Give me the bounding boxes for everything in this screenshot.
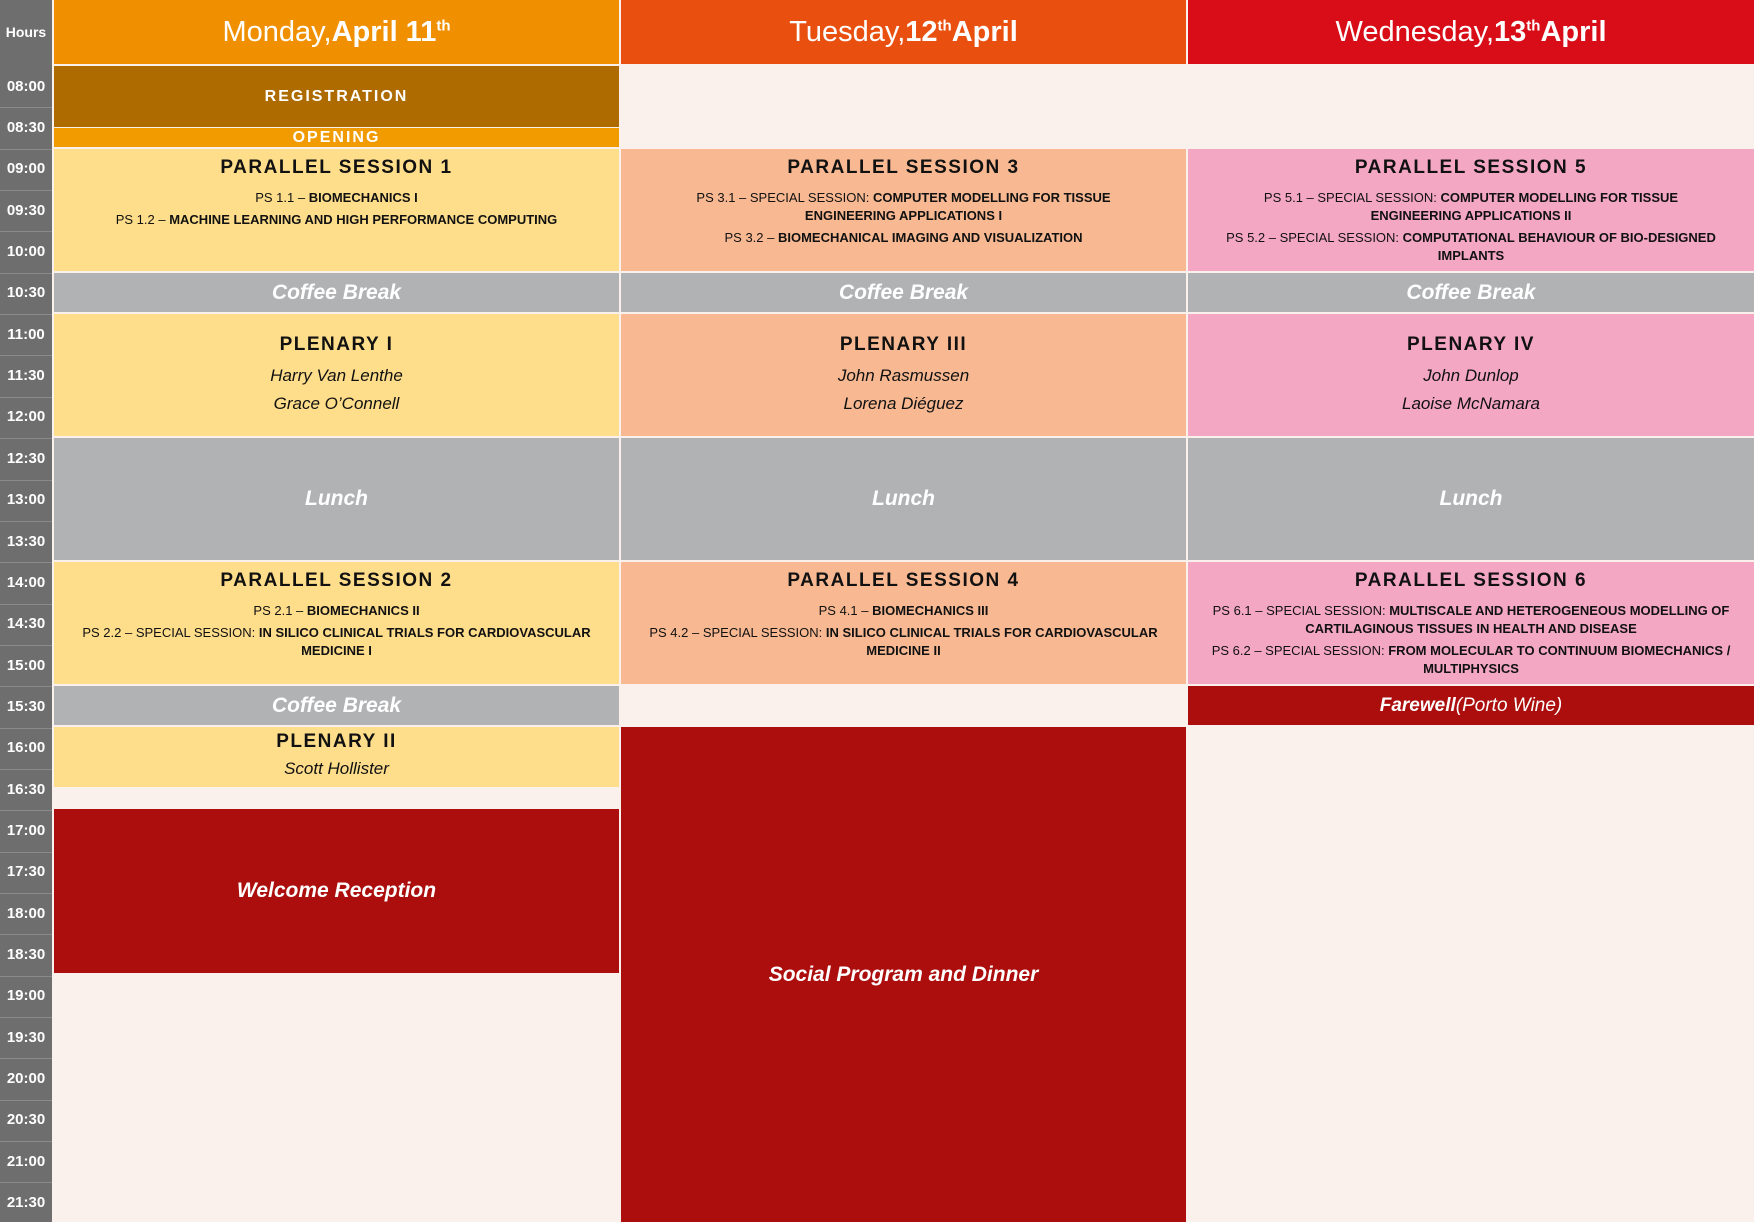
parallel-session-6 [1188, 562, 1754, 684]
hour-label: 17:00 [6, 821, 46, 839]
hour-separator [0, 562, 52, 563]
hour-separator [0, 976, 52, 977]
hour-label: 12:00 [6, 408, 46, 426]
parallel-session-1 [54, 149, 619, 271]
plenary2-speaker-1: Scott Hollister [284, 759, 389, 778]
day-header-monday [54, 0, 619, 64]
hour-label: 21:00 [6, 1152, 46, 1170]
welcome-reception [54, 809, 619, 973]
registration-block [54, 66, 619, 127]
plenary-4 [1188, 314, 1754, 436]
hour-separator [0, 1100, 52, 1101]
hour-separator [0, 1017, 52, 1018]
hour-label: 16:30 [6, 780, 46, 798]
farewell-label: Farewell [1379, 694, 1456, 716]
wednesday-sup: th [1526, 16, 1541, 34]
monday-prefix: Monday, [222, 15, 332, 48]
ps2-2-line: PS 2.2 – SPECIAL SESSION: IN SILICO CLINICAL TRIALS FOR CARDIOVASCULAR MEDICINE I [82, 625, 591, 658]
hour-label: 20:00 [6, 1070, 46, 1088]
hour-separator [0, 521, 52, 522]
ps3-title: PARALLEL SESSION 3 [787, 157, 1020, 178]
plenary1-speaker-1: Harry Van Lenthe [270, 366, 403, 385]
monday-lunch [54, 438, 619, 560]
hour-separator [0, 107, 52, 108]
hour-label: 08:30 [6, 119, 46, 137]
ps6-title: PARALLEL SESSION 6 [1354, 570, 1588, 591]
hour-label: 18:00 [6, 904, 46, 922]
hour-separator [0, 645, 52, 646]
hour-label: 14:00 [6, 573, 46, 591]
hour-separator [0, 810, 52, 811]
hour-label: 21:30 [6, 1194, 46, 1212]
hour-label: 14:30 [6, 615, 46, 633]
plenary3-speaker-2: Lorena Diéguez [843, 394, 964, 413]
parallel-session-2 [54, 562, 619, 684]
ps6-1-line: PS 6.1 – SPECIAL SESSION: MULTISCALE AND HETEROGENEOUS MODELLING OF CARTILAGINOUS TISSUES IN HEALTH AND DISEASE [1212, 603, 1730, 636]
hour-separator [0, 893, 52, 894]
wednesday-coffee-break [1188, 273, 1754, 312]
wednesday-prefix: Wednesday, [1335, 15, 1495, 48]
hour-separator [0, 852, 52, 853]
lunch-label: Lunch [872, 487, 935, 510]
hour-label: 12:30 [6, 449, 46, 467]
hour-separator [0, 273, 52, 274]
hour-label: 09:30 [6, 201, 46, 219]
plenary4-speaker-1: John Dunlop [1423, 366, 1519, 385]
hour-separator [0, 314, 52, 315]
ps5-2-line: PS 5.2 – SPECIAL SESSION: COMPUTATIONAL BEHAVIOUR OF BIO-DESIGNED IMPLANTS [1226, 230, 1716, 263]
hour-separator [0, 231, 52, 232]
hour-separator [0, 480, 52, 481]
wednesday-lunch [1188, 438, 1754, 560]
ps5-title: PARALLEL SESSION 5 [1354, 157, 1588, 178]
hour-label: 15:00 [6, 656, 46, 674]
ps5-1-line: PS 5.1 – SPECIAL SESSION: COMPUTER MODELLING FOR TISSUE ENGINEERING APPLICATIONS II [1263, 190, 1679, 223]
hours-header-label: Hours [5, 24, 47, 40]
hour-label: 11:30 [7, 367, 45, 385]
monday-coffee-break-1 [54, 273, 619, 312]
tuesday-coffee-break [621, 273, 1186, 312]
hour-separator [0, 934, 52, 935]
hour-separator [0, 728, 52, 729]
ps3-1-line: PS 3.1 – SPECIAL SESSION: COMPUTER MODELLING FOR TISSUE ENGINEERING APPLICATIONS I [696, 190, 1111, 223]
coffee-break-label: Coffee Break [1406, 280, 1536, 304]
tuesday-sup: th [937, 16, 952, 34]
ps1-title: PARALLEL SESSION 1 [220, 157, 453, 178]
plenary2-title: PLENARY II [276, 731, 397, 752]
hour-separator [0, 604, 52, 605]
hour-label: 09:00 [6, 160, 46, 178]
ps4-1-line: PS 4.1 – BIOMECHANICS III [818, 603, 989, 618]
social-program-label: Social Program and Dinner [768, 962, 1039, 986]
ps2-1-line: PS 2.1 – BIOMECHANICS II [253, 603, 420, 618]
day-header-wednesday [1188, 0, 1754, 64]
parallel-session-3 [621, 149, 1186, 271]
lunch-label: Lunch [1439, 487, 1503, 510]
day-header-tuesday [621, 0, 1186, 64]
hour-label: 15:30 [6, 697, 46, 715]
hour-separator [0, 397, 52, 398]
lunch-label: Lunch [305, 487, 368, 510]
hour-label: 13:00 [6, 491, 46, 509]
hour-label: 13:30 [6, 532, 46, 550]
coffee-break-label: Coffee Break [838, 280, 969, 304]
opening-label: OPENING [292, 128, 381, 146]
plenary3-speaker-1: John Rasmussen [837, 366, 970, 385]
plenary-3 [621, 314, 1186, 436]
hours-header [0, 0, 52, 64]
opening-block [54, 128, 619, 147]
coffee-break-label: Coffee Break [271, 693, 402, 717]
plenary1-title: PLENARY I [279, 334, 394, 355]
hour-separator [0, 438, 52, 439]
farewell-block [1188, 686, 1754, 725]
hour-separator [0, 1141, 52, 1142]
hour-label: 18:30 [6, 946, 46, 964]
tuesday-lunch [621, 438, 1186, 560]
hour-label: 08:00 [6, 77, 46, 95]
monday-date: April 11 [331, 15, 437, 48]
parallel-session-5 [1188, 149, 1754, 271]
ps1-2-line: PS 1.2 – MACHINE LEARNING AND HIGH PERFORMANCE COMPUTING [115, 212, 558, 227]
monday-coffee-break-2 [54, 686, 619, 725]
wednesday-suffix: April [1540, 15, 1607, 48]
ps1-1-line: PS 1.1 – BIOMECHANICS I [255, 190, 418, 205]
hour-separator [0, 149, 52, 150]
plenary-2 [54, 727, 619, 787]
hour-separator [0, 769, 52, 770]
hour-separator [0, 355, 52, 356]
plenary3-title: PLENARY III [839, 334, 968, 355]
hour-label: 10:30 [6, 284, 46, 302]
farewell-detail: (Porto Wine) [1455, 694, 1563, 716]
ps2-title: PARALLEL SESSION 2 [220, 570, 453, 591]
hour-separator [0, 1182, 52, 1183]
hour-label: 11:00 [7, 325, 45, 343]
hour-label: 20:30 [6, 1111, 46, 1129]
wednesday-date: 13 [1494, 15, 1527, 48]
hour-label: 19:30 [6, 1028, 46, 1046]
tuesday-prefix: Tuesday, [789, 15, 906, 48]
registration-label: REGISTRATION [264, 87, 409, 105]
ps4-title: PARALLEL SESSION 4 [787, 570, 1020, 591]
plenary4-speaker-2: Laoise McNamara [1402, 394, 1540, 413]
welcome-reception-label: Welcome Reception [236, 879, 437, 902]
plenary-1 [54, 314, 619, 436]
ps4-2-line: PS 4.2 – SPECIAL SESSION: IN SILICO CLINICAL TRIALS FOR CARDIOVASCULAR MEDICINE II [649, 625, 1158, 658]
hour-separator [0, 190, 52, 191]
social-program-dinner [621, 727, 1186, 1222]
hour-label: 17:30 [6, 863, 46, 881]
ps3-2-line: PS 3.2 – BIOMECHANICAL IMAGING AND VISUALIZATION [724, 230, 1083, 245]
plenary1-speaker-2: Grace O’Connell [273, 394, 400, 413]
hour-label: 10:00 [6, 243, 46, 261]
hour-separator [0, 1058, 52, 1059]
parallel-session-4 [621, 562, 1186, 684]
coffee-break-label: Coffee Break [271, 280, 402, 304]
hour-label: 19:00 [6, 987, 46, 1005]
hour-label: 16:00 [6, 739, 46, 757]
tuesday-suffix: April [951, 15, 1018, 48]
tuesday-date: 12 [905, 15, 938, 48]
monday-sup: th [436, 16, 451, 34]
plenary4-title: PLENARY IV [1407, 334, 1535, 355]
hour-separator [0, 686, 52, 687]
ps6-2-line: PS 6.2 – SPECIAL SESSION: FROM MOLECULAR TO CONTINUUM BIOMECHANICS / MULTIPHYSICS [1211, 643, 1731, 676]
